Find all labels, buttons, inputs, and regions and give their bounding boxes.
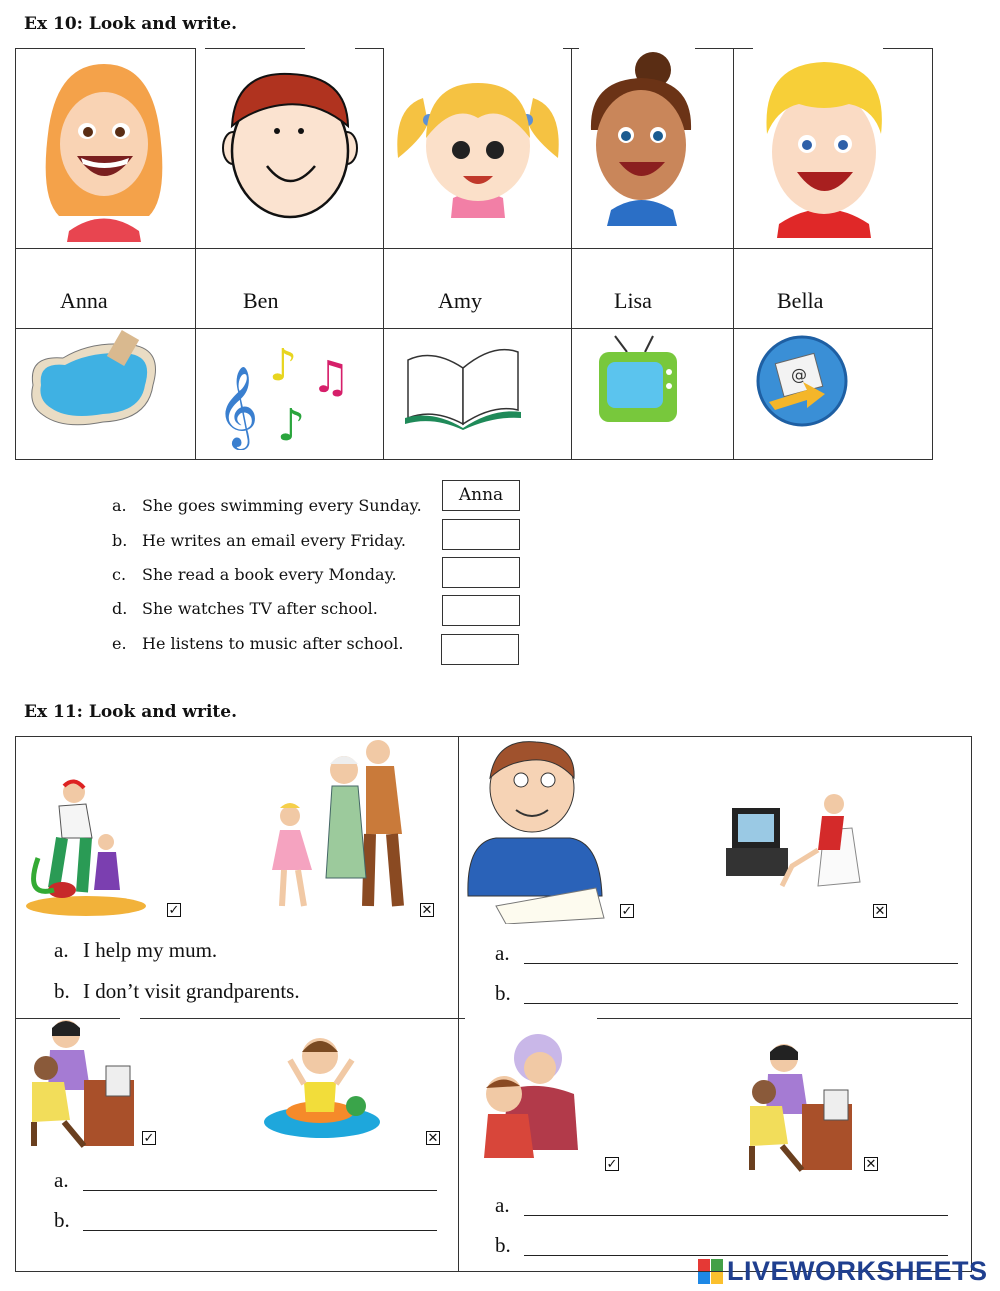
answer-box-d[interactable] (442, 595, 520, 626)
name-lisa: Lisa (614, 288, 652, 313)
watching-tv-icon (722, 790, 867, 896)
visiting-grandparents-icon (270, 738, 415, 922)
answer-box-e[interactable] (441, 634, 519, 665)
panel1-sentence-a: I help my mum. (83, 938, 218, 962)
swimming-pool-icon (23, 330, 163, 436)
panel1-sentence-b: I don’t visit grandparents. (83, 979, 300, 1003)
answer-line[interactable] (524, 1215, 948, 1216)
cross-icon: ✕ (421, 903, 433, 918)
cross-icon: ✕ (427, 1131, 439, 1146)
logo-squares-icon (698, 1259, 723, 1284)
question-text: He writes an email every Friday. (142, 531, 406, 550)
cross-icon: ✕ (874, 904, 886, 919)
watermark-text: LIVEWORKSHEETS (727, 1256, 988, 1286)
swimming-girl-icon (262, 1030, 382, 1146)
panel3-letter-b: b. (54, 1208, 70, 1232)
name-bella: Bella (777, 288, 824, 313)
name-anna: Anna (60, 288, 108, 313)
answer-box-a[interactable]: Anna (442, 480, 520, 511)
panel1-letter-b: b. (54, 979, 70, 1003)
vacuuming-with-mum-icon (24, 778, 152, 922)
question-letter: e. (112, 634, 127, 653)
music-notes-icon (211, 330, 361, 454)
playing-piano-icon (24, 1018, 139, 1154)
liveworksheets-logo (698, 1256, 988, 1287)
check-icon: ✓ (168, 903, 180, 918)
answer-line[interactable] (524, 963, 958, 964)
email-icon (755, 334, 849, 432)
anna-face-icon (29, 56, 179, 246)
name-ben: Ben (243, 288, 279, 313)
svg-text:𝄞: 𝄞 (217, 365, 259, 447)
panel2-letter-b: b. (495, 981, 511, 1005)
question-letter: d. (112, 599, 128, 618)
panel1-letter-a: a. (54, 938, 69, 962)
ex10-table (15, 48, 933, 460)
panel3-letter-a: a. (54, 1168, 69, 1192)
cross-icon: ✕ (865, 1157, 877, 1172)
answer-line[interactable] (83, 1230, 437, 1231)
hugging-grandma-icon (478, 1030, 586, 1166)
lisa-face-icon (581, 50, 701, 230)
question-text: He listens to music after school. (142, 634, 404, 653)
open-book-icon (403, 338, 523, 434)
ex11-title: Ex 11: Look and write. (24, 702, 238, 722)
ex10-title: Ex 10: Look and write. (24, 14, 238, 34)
question-text: She watches TV after school. (142, 599, 378, 618)
answer-box-c[interactable] (442, 557, 520, 588)
amy-face-icon (393, 68, 563, 222)
question-letter: c. (112, 565, 127, 584)
boy-writing-icon (466, 738, 606, 928)
check-icon: ✓ (621, 904, 633, 919)
question-letter: a. (112, 496, 127, 515)
question-text: She read a book every Monday. (142, 565, 397, 584)
svg-text:♪: ♪ (269, 340, 298, 391)
playing-piano-icon-2 (742, 1042, 857, 1178)
panel2-letter-a: a. (495, 941, 510, 965)
answer-box-b[interactable] (442, 519, 520, 550)
check-icon: ✓ (143, 1131, 155, 1146)
tv-icon (597, 334, 681, 434)
ben-face-icon (215, 56, 365, 246)
name-amy: Amy (438, 288, 482, 313)
panel4-letter-a: a. (495, 1193, 510, 1217)
svg-text:♪: ♪ (277, 400, 306, 450)
check-icon: ✓ (606, 1157, 618, 1172)
answer-line[interactable] (83, 1190, 437, 1191)
svg-text:♫: ♫ (311, 352, 351, 403)
question-letter: b. (112, 531, 128, 550)
question-text: She goes swimming every Sunday. (142, 496, 422, 515)
svg-text:@: @ (791, 365, 807, 384)
bella-face-icon (749, 54, 899, 242)
panel4-letter-b: b. (495, 1233, 511, 1257)
answer-line[interactable] (524, 1003, 958, 1004)
